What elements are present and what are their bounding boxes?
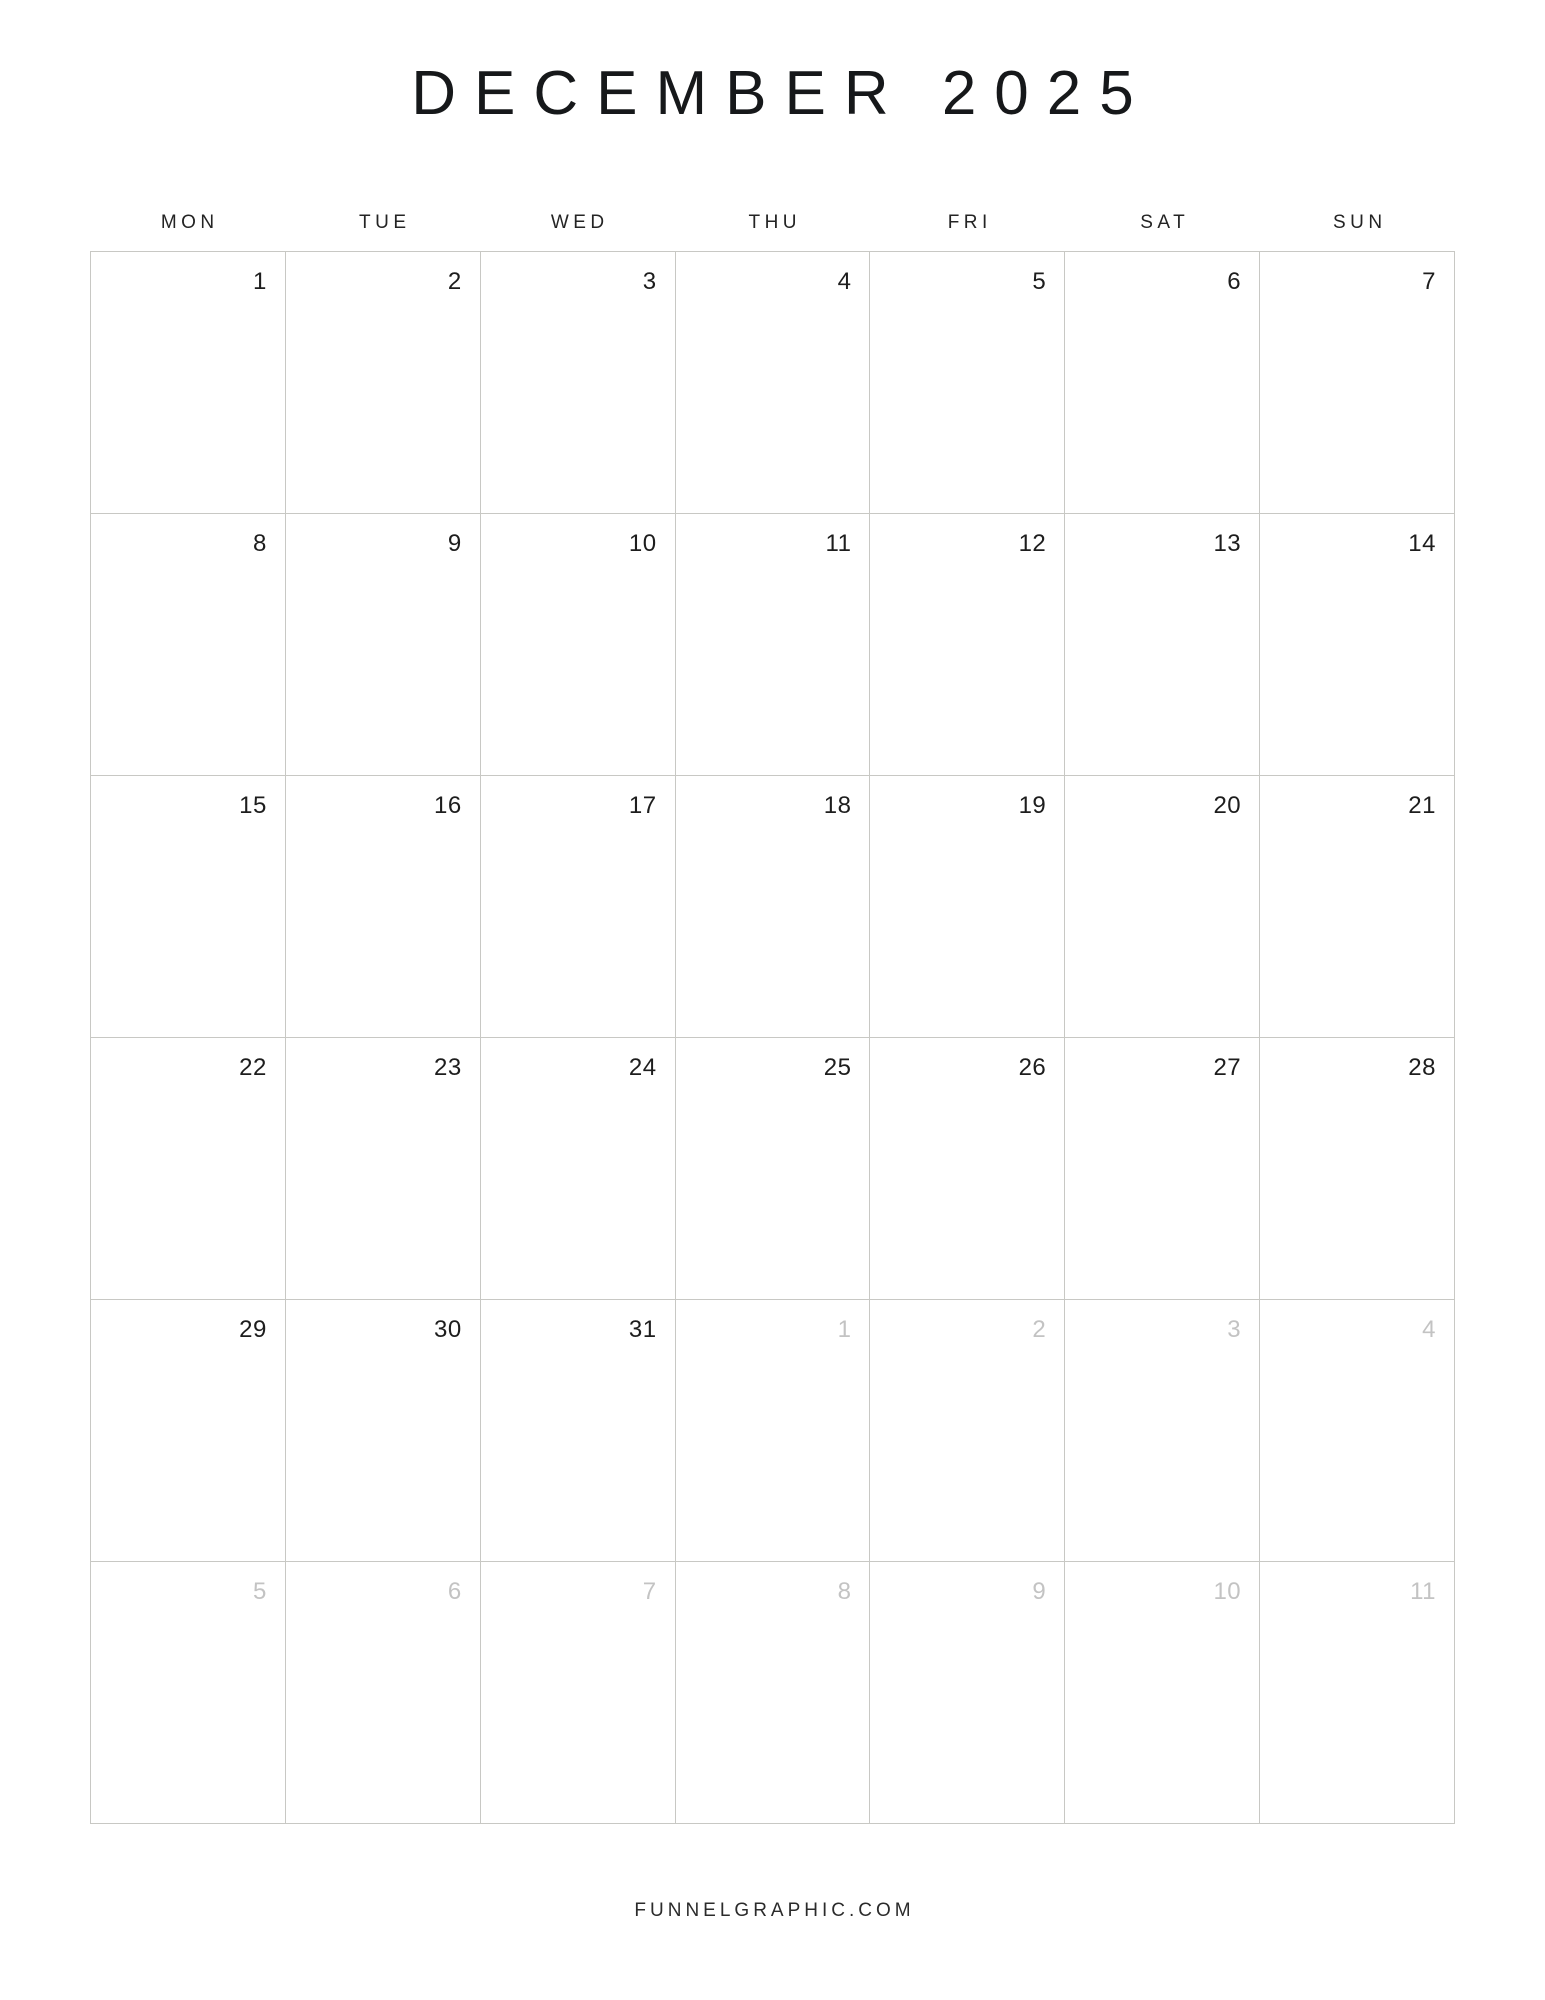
calendar-grid	[90, 195, 1455, 1824]
day-cell-adjacent-month[interactable]	[1065, 1562, 1260, 1824]
day-cell[interactable]	[91, 252, 286, 514]
day-cell[interactable]	[481, 252, 676, 514]
day-cell-adjacent-month[interactable]	[286, 1562, 481, 1824]
weekday-label-wed: WED	[550, 212, 609, 233]
day-cell[interactable]	[286, 514, 481, 776]
day-cell[interactable]	[91, 1300, 286, 1562]
weekday-label-sun: SUN	[1332, 212, 1387, 233]
day-number: 25	[823, 1054, 852, 1081]
day-cell[interactable]	[1065, 252, 1260, 514]
day-cell[interactable]	[91, 1038, 286, 1300]
day-number: 9	[1032, 1578, 1047, 1605]
day-cell[interactable]	[676, 252, 871, 514]
day-number: 2	[1032, 1316, 1047, 1343]
day-cell-adjacent-month[interactable]	[481, 1562, 676, 1824]
day-cell[interactable]	[1065, 776, 1260, 1038]
day-cell[interactable]	[1065, 1038, 1260, 1300]
day-number: 4	[837, 268, 852, 295]
day-number: 18	[823, 792, 852, 819]
day-cell[interactable]	[870, 252, 1065, 514]
day-cell-adjacent-month[interactable]	[676, 1300, 871, 1562]
footer-watermark: FUNNELGRAPHIC.COM	[634, 1900, 915, 1921]
day-cell[interactable]	[676, 1038, 871, 1300]
day-cell[interactable]	[91, 776, 286, 1038]
weekday-label-thu: THU	[748, 212, 802, 233]
day-cell[interactable]	[1260, 252, 1455, 514]
day-cell[interactable]	[286, 776, 481, 1038]
day-number: 20	[1213, 792, 1242, 819]
day-cell[interactable]	[676, 514, 871, 776]
day-number: 14	[1408, 530, 1436, 557]
weekday-label-tue: TUE	[359, 212, 411, 233]
day-cell[interactable]	[1065, 514, 1260, 776]
day-cell[interactable]	[286, 1300, 481, 1562]
day-cell-adjacent-month[interactable]	[676, 1562, 871, 1824]
day-number: 8	[252, 530, 267, 557]
day-number: 24	[628, 1054, 657, 1081]
day-number: 2	[447, 268, 462, 295]
day-number: 7	[642, 1578, 657, 1605]
day-number: 13	[1213, 530, 1242, 557]
day-number: 7	[1422, 268, 1436, 295]
day-cell-adjacent-month[interactable]	[1260, 1562, 1455, 1824]
weekday-header-row	[90, 195, 1455, 251]
day-number: 28	[1408, 1054, 1436, 1081]
day-cell[interactable]	[870, 1038, 1065, 1300]
day-number: 1	[252, 268, 267, 295]
day-number: 10	[628, 530, 657, 557]
day-number: 19	[1018, 792, 1047, 819]
day-cell[interactable]	[870, 514, 1065, 776]
day-number: 1	[837, 1316, 852, 1343]
day-number: 31	[628, 1316, 657, 1343]
day-cell[interactable]	[286, 1038, 481, 1300]
day-number: 3	[1227, 1316, 1242, 1343]
day-number: 27	[1213, 1054, 1242, 1081]
day-cells	[90, 251, 1455, 1824]
day-cell[interactable]	[481, 1300, 676, 1562]
day-number: 11	[825, 530, 852, 557]
day-number: 15	[239, 792, 267, 819]
day-cell[interactable]	[481, 776, 676, 1038]
day-number: 21	[1408, 792, 1436, 819]
day-number: 4	[1422, 1316, 1436, 1343]
day-number: 10	[1213, 1578, 1242, 1605]
day-cell-adjacent-month[interactable]	[1260, 1300, 1455, 1562]
day-number: 6	[447, 1578, 462, 1605]
weekday-label-fri: FRI	[947, 212, 992, 233]
day-cell[interactable]	[481, 1038, 676, 1300]
day-cell-adjacent-month[interactable]	[870, 1300, 1065, 1562]
day-number: 17	[628, 792, 657, 819]
day-number: 11	[1410, 1578, 1436, 1605]
day-cell[interactable]	[286, 252, 481, 514]
day-cell-adjacent-month[interactable]	[91, 1562, 286, 1824]
day-cell-adjacent-month[interactable]	[870, 1562, 1065, 1824]
day-cell[interactable]	[481, 514, 676, 776]
day-number: 9	[447, 530, 462, 557]
day-cell-adjacent-month[interactable]	[1065, 1300, 1260, 1562]
day-cell[interactable]	[1260, 514, 1455, 776]
weekday-label-sat: SAT	[1140, 212, 1190, 233]
day-cell[interactable]	[1260, 776, 1455, 1038]
day-number: 30	[434, 1316, 462, 1343]
day-number: 22	[239, 1054, 267, 1081]
day-cell[interactable]	[1260, 1038, 1455, 1300]
day-number: 5	[252, 1578, 267, 1605]
day-cell[interactable]	[91, 514, 286, 776]
day-number: 3	[642, 268, 657, 295]
day-number: 5	[1032, 268, 1047, 295]
day-number: 6	[1227, 268, 1242, 295]
day-number: 8	[837, 1578, 852, 1605]
day-number: 29	[239, 1316, 267, 1343]
day-cell[interactable]	[676, 776, 871, 1038]
day-number: 12	[1018, 530, 1047, 557]
weekday-label-mon: MON	[160, 212, 219, 233]
day-cell[interactable]	[870, 776, 1065, 1038]
day-number: 23	[434, 1054, 462, 1081]
day-number: 16	[434, 792, 462, 819]
page-title: DECEMBER 2025	[411, 59, 1152, 128]
day-number: 26	[1018, 1054, 1047, 1081]
